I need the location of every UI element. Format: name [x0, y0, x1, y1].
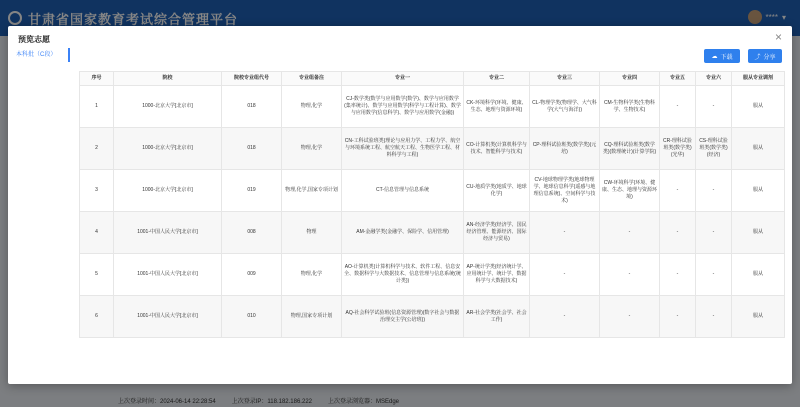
table-row: [80, 128, 785, 170]
cell-adjust: 服从: [732, 170, 785, 212]
cell-major-2: CO-计算机类(计算机科学与技术、智能科学与技术): [464, 128, 530, 170]
cell-major-1: CT-信息管理与信息系统: [342, 170, 464, 212]
last-login-ip: 上次登录IP：118.182.186.222: [231, 399, 312, 405]
cell-major-4: CQ-理科试验班类(数学类)(数理统计)(计算学院): [600, 128, 660, 170]
cell-major-1: CN-工科试验班类(理论与应用力学、工程力学、航空与环境系统工程、航空航天工程、生物医学工程、材料科学与工程): [342, 128, 464, 170]
cell-group-code: 010: [222, 296, 282, 338]
cell-major-4: CM-生物科学类(生物科学、生物技术): [600, 86, 660, 128]
download-label: 下载: [720, 54, 733, 61]
header-major-6: 专业六: [696, 72, 732, 86]
preview-modal: [8, 26, 792, 384]
cell-major-4: -: [600, 296, 660, 338]
download-button[interactable]: [704, 49, 740, 63]
header-adjust: 服从专业调剂: [732, 72, 785, 86]
cell-major-3: CV-地球物理学类(地球物理学、地球信息科学(遥感与地理信息系统)、空间科学与技术): [530, 170, 600, 212]
cell-major-6: -: [696, 212, 732, 254]
cell-major-1: AQ-社会科学试验班(信息资源管理)(数字社会与数据治理交主学(公培班)): [342, 296, 464, 338]
cell-major-1: AM-金融学类(金融学、保险学、信用管理): [342, 212, 464, 254]
cell-major-4: -: [600, 212, 660, 254]
cell-major-1: AO-计算机类(计算机科学与技术、软件工程、信息安全、数据科学与大数据技术、信息管理与信息系统(统计类)): [342, 254, 464, 296]
cell-adjust: 服从: [732, 212, 785, 254]
share-button[interactable]: [748, 49, 782, 63]
tab-batch[interactable]: 本科批（C段）: [10, 48, 70, 62]
header-major-1: 专业一: [342, 72, 464, 86]
cell-major-5: -: [660, 254, 696, 296]
cell-school: 1001-中国人民大学[北京市]: [114, 296, 222, 338]
cell-major-1: CJ-数学类(数学与应用数学(数学)、数学与应用数学(集率统计)、数学与应用数学(科学与工程计算)、数学与应用数学(信息科学)、数学与应用数学(金融)): [342, 86, 464, 128]
header-group-code: 院校专业组代号: [222, 72, 282, 86]
cell-major-4: CW-环境科学(环境、健康、生态、地理与资源环境): [600, 170, 660, 212]
header-major-4: 专业四: [600, 72, 660, 86]
table-row: [80, 212, 785, 254]
cell-index: 5: [80, 254, 114, 296]
cell-group-note: 物理,化学: [282, 86, 342, 128]
cell-group-note: 物理,化学: [282, 128, 342, 170]
cell-major-5: -: [660, 212, 696, 254]
close-icon[interactable]: ×: [774, 30, 782, 44]
header-major-3: 专业三: [530, 72, 600, 86]
header-group-note: 专业组备注: [282, 72, 342, 86]
cell-major-3: CL-物理学类(物理学、大气科学(大气与海洋)): [530, 86, 600, 128]
user-name: ****: [765, 12, 778, 22]
cell-index: 2: [80, 128, 114, 170]
share-icon: ⤴: [754, 54, 761, 61]
cell-group-code: 018: [222, 86, 282, 128]
cell-group-note: 物理: [282, 212, 342, 254]
cell-major-5: -: [660, 170, 696, 212]
cell-school: 1001-中国人民大学[北京市]: [114, 212, 222, 254]
cell-major-3: CP-理科试验班类(数学类)(元培): [530, 128, 600, 170]
table-row: [80, 86, 785, 128]
cell-major-2: AR-社会学类(社会学、社会工作): [464, 296, 530, 338]
cell-major-2: CK-环境科学(环境、健康、生态、地理与资源环境): [464, 86, 530, 128]
cell-major-3: -: [530, 254, 600, 296]
cell-major-6: CS-理科试验班类(数学类)(经济): [696, 128, 732, 170]
cell-index: 6: [80, 296, 114, 338]
table-row: [80, 254, 785, 296]
cell-school: 1001-中国人民大学[北京市]: [114, 254, 222, 296]
cell-adjust: 服从: [732, 296, 785, 338]
cell-major-6: -: [696, 296, 732, 338]
app-title: 甘肃省国家教育考试综合管理平台: [28, 11, 239, 27]
cell-major-2: AP-统计学类(经济统计学、应用统计学、统计学、数据科学与大数据技术): [464, 254, 530, 296]
cell-index: 3: [80, 170, 114, 212]
header-major-5: 专业五: [660, 72, 696, 86]
cell-major-3: -: [530, 296, 600, 338]
header-major-2: 专业二: [464, 72, 530, 86]
cell-index: 1: [80, 86, 114, 128]
cell-major-6: -: [696, 86, 732, 128]
cell-major-5: CR-理科试验班类(数学类)(光华): [660, 128, 696, 170]
cell-group-code: 009: [222, 254, 282, 296]
cell-adjust: 服从: [732, 86, 785, 128]
last-login-browser: 上次登录浏览器：MSEdge: [328, 399, 400, 405]
cell-group-code: 019: [222, 170, 282, 212]
share-label: 分享: [763, 54, 776, 61]
cell-group-note: 物理,化学: [282, 254, 342, 296]
cell-major-2: CU-地质学类(地质学、地球化学): [464, 170, 530, 212]
cell-major-2: AN-经济学类(经济学、国民经济管理、能源经济、国际经济与贸易): [464, 212, 530, 254]
cell-major-6: -: [696, 254, 732, 296]
header-index: 序号: [80, 72, 114, 86]
cloud-download-icon: ☁: [711, 53, 718, 60]
cell-group-code: 008: [222, 212, 282, 254]
cell-school: 1000-北京大学[北京市]: [114, 128, 222, 170]
table-header-row: [80, 72, 785, 86]
cell-group-note: 物理,化学,国家专项计划: [282, 170, 342, 212]
cell-major-4: -: [600, 254, 660, 296]
cell-major-3: -: [530, 212, 600, 254]
cell-school: 1000-北京大学[北京市]: [114, 170, 222, 212]
cell-school: 1000-北京大学[北京市]: [114, 86, 222, 128]
modal-title: 预览志愿: [18, 35, 50, 44]
cell-major-6: -: [696, 170, 732, 212]
cell-index: 4: [80, 212, 114, 254]
cell-major-5: -: [660, 296, 696, 338]
header-school: 院校: [114, 72, 222, 86]
table-row: [80, 296, 785, 338]
cell-group-code: 018: [222, 128, 282, 170]
cell-adjust: 服从: [732, 254, 785, 296]
last-login-time: 上次登录时间：2024-06-14 22:28:54: [118, 399, 216, 405]
cell-group-note: 物理,国家专项计划: [282, 296, 342, 338]
volunteer-table: [79, 71, 784, 338]
chevron-down-icon: ▾: [781, 12, 786, 22]
cell-major-5: -: [660, 86, 696, 128]
table-row: [80, 170, 785, 212]
cell-adjust: 服从: [732, 128, 785, 170]
